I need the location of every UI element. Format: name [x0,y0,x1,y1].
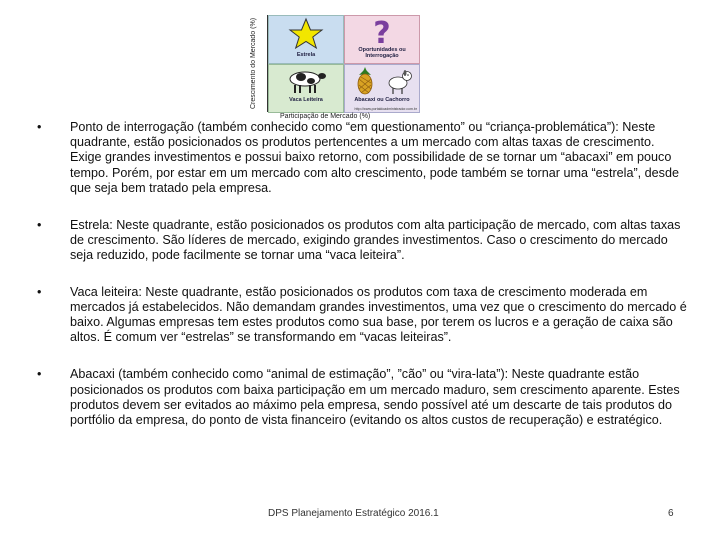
figure-source-url: http://www.portaldoadministrador.com.br [354,107,417,111]
footer-text: DPS Planejamento Estratégico 2016.1 [268,508,439,519]
bullet-term: Ponto de interrogação [70,120,194,134]
bullet-vaca-leiteira [37,285,687,346]
bullet-text: (também conhecido como “em questionamento” ou “criança-problemática”): Neste quadrante, estão posicionados os produtos pertencentes a um mercado com altas taxas de crescimento. Exige grandes investimentos e possui baixo retorno, com possibilidade de se tornar um “abacaxi” em pouco tempo. Porém, por estar em um mercado com alto crescimento, pode também se tornar uma “estrela”, desde que seja bem tratado pela empresa. [70,120,679,195]
quadrant-cow-label: Vaca Leiteira [289,97,323,103]
svg-text:?: ? [373,16,391,48]
bullet-dot: • [37,218,42,233]
question-mark-icon [345,16,419,48]
star-icon [269,17,343,51]
bullet-abacaxi [37,367,687,428]
x-axis-label: Participação de Mercado (%) [280,113,371,120]
bcg-matrix [267,15,418,112]
quadrant-question [344,15,420,64]
cow-icon [269,65,343,97]
quadrant-star [268,15,344,64]
bullet-dot: • [37,367,42,382]
bullet-term: Vaca leiteira: [70,284,142,299]
quadrant-question-label: Oportunidades ou Interrogação [358,47,406,59]
bullet-list [37,120,687,428]
bullet-text: (também conhecido como “animal de estimação”, ”cão” ou “vira-lata”): Neste quadrante estão posicionados os produtos com baixa participação em um mercado maduro, sem crescimento aparente. Estes produtos devem ser evitados ao máximo pela empresa, sendo possível até um descarte de tais produtos do portfólio da empresa, do ponto de vista financeiro (evitando os altos custos de recuperação) e estratégico. [70,367,680,428]
bullet-interrogacao [37,120,687,196]
page-number: 6 [668,508,674,519]
bullet-term: Estrela: [70,218,113,233]
dog-icon [383,65,417,97]
pineapple-icon [347,65,384,97]
bullet-text: Neste quadrante, estão posicionados os produtos com alta participação de mercado, com altas taxas de crescimento. São líderes de mercado, exigindo grandes investimentos. Caso o crescimento do mercado seja reduzido, pode facilmente se tornar uma “vaca leiteira”. [70,218,681,263]
bullet-text: Neste quadrante, estão posicionados os produtos com taxa de crescimento moderada em mercados já estabelecidos. Não demandam grandes investimentos, uma vez que o crescimento do mercado é baixo. Algumas empresas tem estes produtos como sua base, por terem os lucros e a geração de caixa são altos. É comum ver “estrelas” se transformando em “vacas leiteiras”. [70,284,687,345]
quadrant-cow [268,64,344,113]
bullet-dot: • [37,284,42,299]
y-axis-label: Crescimento do Mercado (%) [250,17,257,109]
bullet-estrela [37,218,687,264]
bcg-matrix-figure [250,13,418,123]
quadrant-star-label: Estrela [296,52,316,58]
quadrant-dog-label: Abacaxi ou Cachorro [354,97,410,103]
bullet-term: Abacaxi [70,367,115,382]
bullet-dot: • [37,120,42,134]
quadrant-dog [344,64,420,113]
